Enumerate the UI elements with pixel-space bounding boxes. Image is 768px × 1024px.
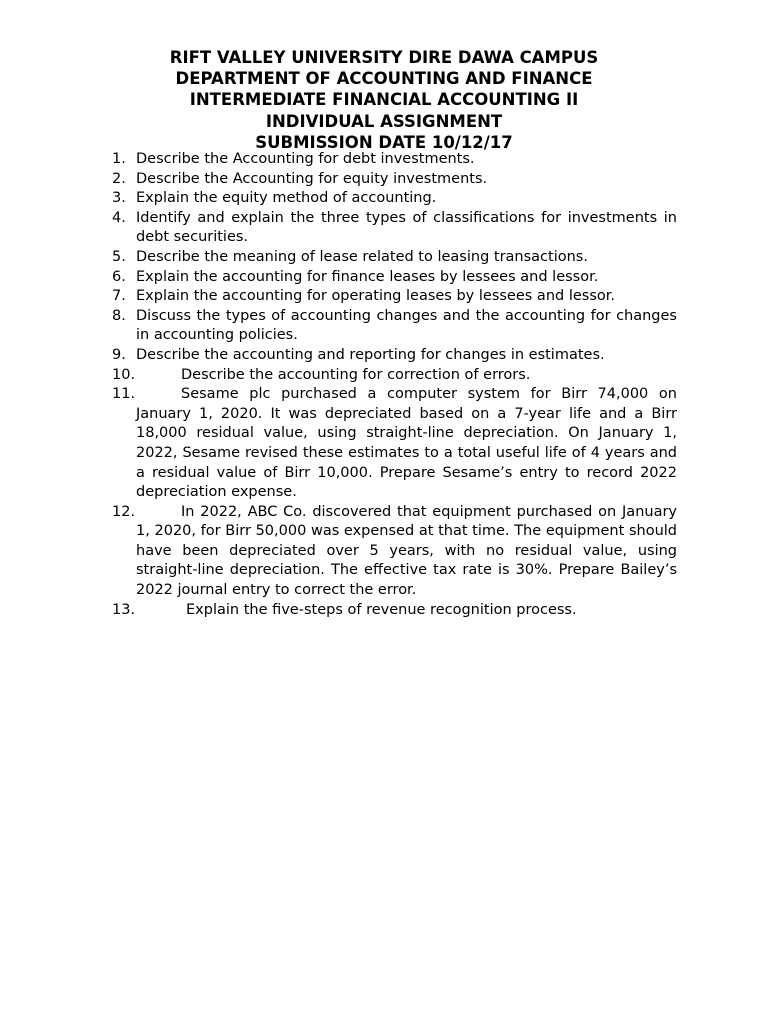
question-number: 7. (112, 288, 126, 305)
question-number: 5. (112, 248, 126, 265)
question-number: 1. (112, 151, 126, 167)
question-list (112, 150, 677, 620)
question-item (112, 307, 677, 346)
question-item (112, 366, 677, 386)
question-number: 6. (112, 268, 126, 285)
question-item (112, 209, 677, 248)
question-item (112, 503, 677, 601)
submission-date: SUBMISSION DATE 10/12/17 (255, 132, 513, 152)
question-text: Explain the equity method of accounting. (136, 190, 437, 207)
question-text: Explain the accounting for operating leases by lessees and lessor. (136, 288, 615, 305)
question-item (112, 287, 677, 307)
question-text: Describe the Accounting for debt investments. (136, 151, 475, 167)
question-item (112, 385, 677, 503)
question-text: In 2022, ABC Co. discovered that equipment purchased on January 1, 2020, for Birr 50,000 was expensed at that time. The equipment should have been depreciated over 5 years, with no residual value, using straight-line depreciation. The effective tax rate is 30%. Prepare Bailey’s 2022 journal entry to correct the error. (136, 503, 677, 599)
question-number: 10. (112, 366, 136, 383)
question-number: 4. (112, 209, 126, 226)
question-number: 12. (112, 503, 136, 520)
course-title: INTERMEDIATE FINANCIAL ACCOUNTING II (189, 90, 579, 110)
question-text: Describe the accounting for correction of errors. (181, 366, 531, 383)
question-item (112, 346, 677, 366)
question-text: Identify and explain the three types of classifications for investments in debt securities. (136, 209, 677, 246)
university-title: RIFT VALLEY UNIVERSITY DIRE DAWA CAMPUS (169, 48, 599, 67)
assignment-type: INDIVIDUAL ASSIGNMENT (265, 111, 503, 131)
question-item (112, 268, 677, 288)
question-item (112, 189, 677, 209)
question-number: 9. (112, 346, 126, 363)
question-text: Explain the accounting for finance leases by lessees and lessor. (136, 268, 599, 285)
question-number: 2. (112, 170, 126, 187)
question-number: 3. (112, 190, 126, 207)
question-text: Describe the meaning of lease related to leasing transactions. (136, 248, 588, 265)
question-item (112, 601, 677, 621)
question-number: 11. (112, 386, 136, 403)
question-item (112, 248, 677, 268)
question-text: Describe the Accounting for equity investments. (136, 170, 488, 187)
question-text: Sesame plc purchased a computer system for Birr 74,000 on January 1, 2020. It was depreciated based on a 7-year life and a Birr 18,000 residual value, using straight-line depreciation. On January 1, 2022, Sesame revised these estimates to a total useful life of 4 years and a residual value of Birr 10,000. Prepare Sesame’s entry to record 2022 depreciation expense. (136, 386, 677, 501)
question-item (112, 170, 677, 190)
question-number: 13. (112, 601, 136, 618)
question-text: Describe the accounting and reporting for changes in estimates. (136, 346, 605, 363)
question-number: 8. (112, 307, 126, 324)
question-item (112, 150, 677, 170)
question-text: Discuss the types of accounting changes and the accounting for changes in accounting policies. (136, 307, 677, 344)
question-text: Explain the five-steps of revenue recognition process. (186, 601, 577, 618)
document-heading (0, 47, 768, 153)
department-title: DEPARTMENT OF ACCOUNTING AND FINANCE (175, 69, 593, 89)
